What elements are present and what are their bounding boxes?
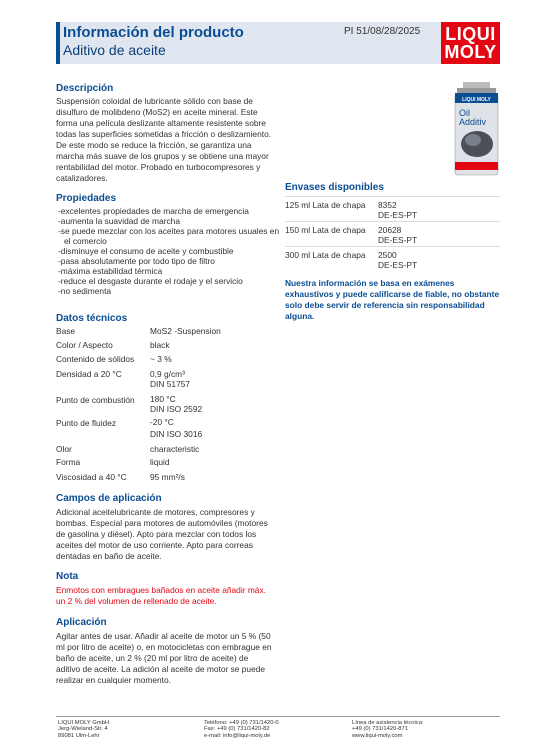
list-item: -reduce el desgaste durante el rodaje y el servicio [58, 276, 243, 286]
section-title-envases: Envases disponibles [285, 182, 384, 193]
envase-code: 2500 [378, 250, 397, 260]
envase-region: DE-ES-PT [378, 210, 418, 220]
datos-key: Forma [56, 457, 81, 467]
envase-region: DE-ES-PT [378, 260, 418, 270]
datos-value: -20 °C [150, 417, 174, 427]
list-item: -pasa absolutamente por todo tipo de filtro [58, 256, 215, 266]
table-row [56, 468, 286, 482]
footer-line: LIQUI MOLY GmbH [58, 720, 110, 726]
section-title-nota: Nota [56, 571, 79, 582]
disclaimer-text: Nuestra información se basa en exámenes exhaustivos y puede calificarse de fiable, no obstante solo debe servir de referencia sin responsabilidad alguna. [285, 278, 500, 321]
table-row [56, 340, 286, 354]
datos-key: Olor [56, 444, 72, 454]
section-title-propiedades: Propiedades [56, 193, 117, 204]
logo-line1: LIQUI [445, 24, 496, 44]
footer-line: 89081 Ulm-Lehr [58, 732, 100, 739]
datos-key: Color / Aspecto [56, 340, 113, 350]
datos-value: ~ 3 % [150, 354, 172, 364]
datos-value: black [150, 340, 170, 350]
envase-size: 300 ml Lata de chapa [285, 250, 366, 260]
table-row [56, 416, 286, 440]
datos-value: 95 mm²/s [150, 472, 185, 482]
envase-region: DE-ES-PT [378, 235, 418, 245]
brand-logo [441, 22, 500, 64]
aplicacion-text: Agitar antes de usar. Añadir al aceite de motor un 5 % (50 ml por litro de aceite) o, en motocicletas con embrague en baño de aceite, un 2 % (20 ml por litro de aceite) de aditivo de aceite. La adición al aceite de motor se puede realizar en cualquier momento. [56, 631, 272, 685]
datos-norm: DIN ISO 2592 [150, 404, 203, 414]
envases-table [285, 196, 500, 271]
footer-line: Fax: +49 (0) 731/1420-82 [204, 726, 270, 733]
datos-key: Densidad a 20 °C [56, 369, 122, 379]
table-row [285, 196, 500, 221]
footer-line: Jerg-Wieland-Str. 4 [58, 726, 108, 733]
footer-line: Teléfono: +49 (0) 731/1420-0 [204, 720, 279, 726]
table-row [56, 440, 286, 454]
footer-support [352, 720, 424, 739]
header-accent-bar [56, 22, 60, 64]
datos-table [56, 326, 286, 482]
datos-key: Punto de fluidez [56, 418, 117, 428]
envase-size: 125 ml Lata de chapa [285, 200, 366, 210]
list-item: -disminuye el consumo de aceite y combustible [58, 246, 234, 256]
datos-value: 180 °C [150, 394, 176, 404]
datos-value: 0,9 g/cm³ [150, 369, 185, 379]
table-row [285, 221, 500, 246]
product-can-image [453, 82, 500, 177]
footer-line: www.liqui-moly.com [352, 732, 403, 739]
campos-text: Adicional aceitelubricante de motores, compresores y bombas. Especial para motores de automóviles (motores de gasolina y diésel). Apto para mezclar con todos los aceites del motor de uso corriente. Apto para correas dentadas en baño de aceite. [56, 507, 268, 561]
datos-value: characteristic [150, 444, 200, 454]
datos-norm: DIN 51757 [150, 379, 191, 389]
table-row [56, 354, 286, 368]
footer-divider [56, 716, 500, 717]
nota-text: Enmotos con embragues bañados en aceite añadir máx. un 2 % del volumen de rellenado de aceite. [56, 585, 266, 606]
document-id: PI 51/08/28/2025 [344, 26, 421, 37]
list-item: -se puede mezclar con los aceites para motores usuales en el comercio [58, 226, 280, 246]
table-row [285, 246, 500, 271]
datos-key: Base [56, 326, 76, 336]
can-name-line1: Oil [459, 108, 470, 118]
logo-line2: MOLY [444, 42, 497, 62]
section-title-descripcion: Descripción [56, 83, 114, 94]
can-brand-text: LIQUI MOLY [462, 97, 491, 103]
page-title: Información del producto [63, 24, 244, 41]
table-row [56, 392, 286, 416]
page-subtitle: Aditivo de aceite [63, 42, 166, 58]
list-item: -máxima estabilidad térmica [58, 266, 163, 276]
propiedades-list [56, 206, 286, 296]
envase-size: 150 ml Lata de chapa [285, 225, 366, 235]
footer-line: Línea de asistencia técnica: [352, 720, 424, 726]
section-title-campos: Campos de aplicación [56, 493, 162, 504]
envase-code: 8352 [378, 200, 397, 210]
footer-company [58, 720, 109, 739]
datos-value: MoS2 -Suspension [150, 326, 221, 336]
footer-contact [204, 720, 279, 739]
datos-key: Punto de combustión [56, 395, 135, 405]
footer-line: +49 (0) 731/1420-871 [352, 726, 408, 733]
section-title-aplicacion: Aplicación [56, 617, 107, 628]
descripcion-text: Suspensión coloidal de lubricante sólido con base de disulfuro de molibdeno (MoS2) en aceite mineral. Este forma una película deslizante altamente resistente sobre todas las superficies sometidas a fricción o deslizamiento. De este modo se reduce la fricción, se garantiza una marcha más suave de los grupos y se obtiene una mayor rentabilidad del motor. Probado en turbocompresores y catalizadores. [56, 96, 272, 183]
can-name-line2: Additiv [459, 117, 487, 127]
table-row [56, 368, 286, 392]
envase-code: 20628 [378, 225, 402, 235]
table-row [56, 454, 286, 468]
section-title-datos: Datos técnicos [56, 313, 128, 324]
table-row [56, 326, 286, 340]
datos-key: Contenido de sólidos [56, 354, 135, 364]
datos-norm: DIN ISO 3016 [150, 429, 203, 439]
datos-value: liquid [150, 457, 170, 467]
datos-key: Viscosidad a 40 °C [56, 472, 127, 482]
list-item: -excelentes propiedades de marcha de emergencia [58, 206, 249, 216]
footer-line: e-mail: info@liqui-moly.de [204, 732, 271, 739]
list-item: -no sedimenta [58, 286, 112, 296]
list-item: -aumenta la suavidad de marcha [58, 216, 180, 226]
